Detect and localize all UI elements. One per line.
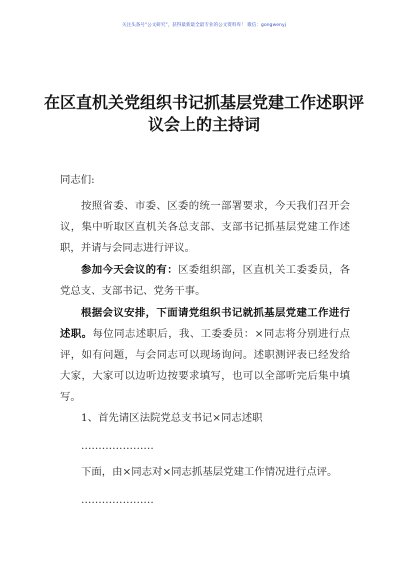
attendees-lead: 参加今天会议的有： (81, 264, 178, 276)
paragraph-attendees (60, 260, 350, 302)
agenda-text: 每位同志述职后，我、工委委员：×同志将分别进行点评，如有问题，与会同志可以现场询问。述职测评表已经发给大家，大家可以边听边按要求填写，也可以全部听完后集中填写。 (60, 328, 350, 403)
ellipsis-2: ………………… (81, 494, 154, 506)
document-title: 在区直机关党组织书记抓基层党建工作述职评议会上的主持词 (43, 93, 364, 134)
paragraph-agenda (60, 303, 350, 408)
attendees-text: 区委组织部，区直机关工委委员，各党总支、支部书记、党务干事。 (60, 264, 351, 297)
paragraph-review: 下面，由×同志对×同志抓基层党建工作情况进行点评。 (81, 466, 338, 478)
salutation: 同志们: (60, 174, 95, 186)
agenda-item-1: 1、首先请区法院党总支书记×同志述职 (81, 412, 263, 424)
paragraph-opening: 按照省委、市委、区委的统一部署要求，今天我们召开会议，集中听取区直机关各总支部、支部书记抓基层党建工作述职，并请与会同志进行评议。 (60, 200, 350, 254)
header-note: 关注头条号"公文研究"，获得最新最全最专业的公文资料库！ 微信：gongwenyj (122, 23, 286, 28)
agenda-lead: 根据会议安排，下面请党组织书记就抓基层党建工作进行述职。 (60, 307, 350, 340)
ellipsis-1: ………………… (81, 440, 154, 452)
